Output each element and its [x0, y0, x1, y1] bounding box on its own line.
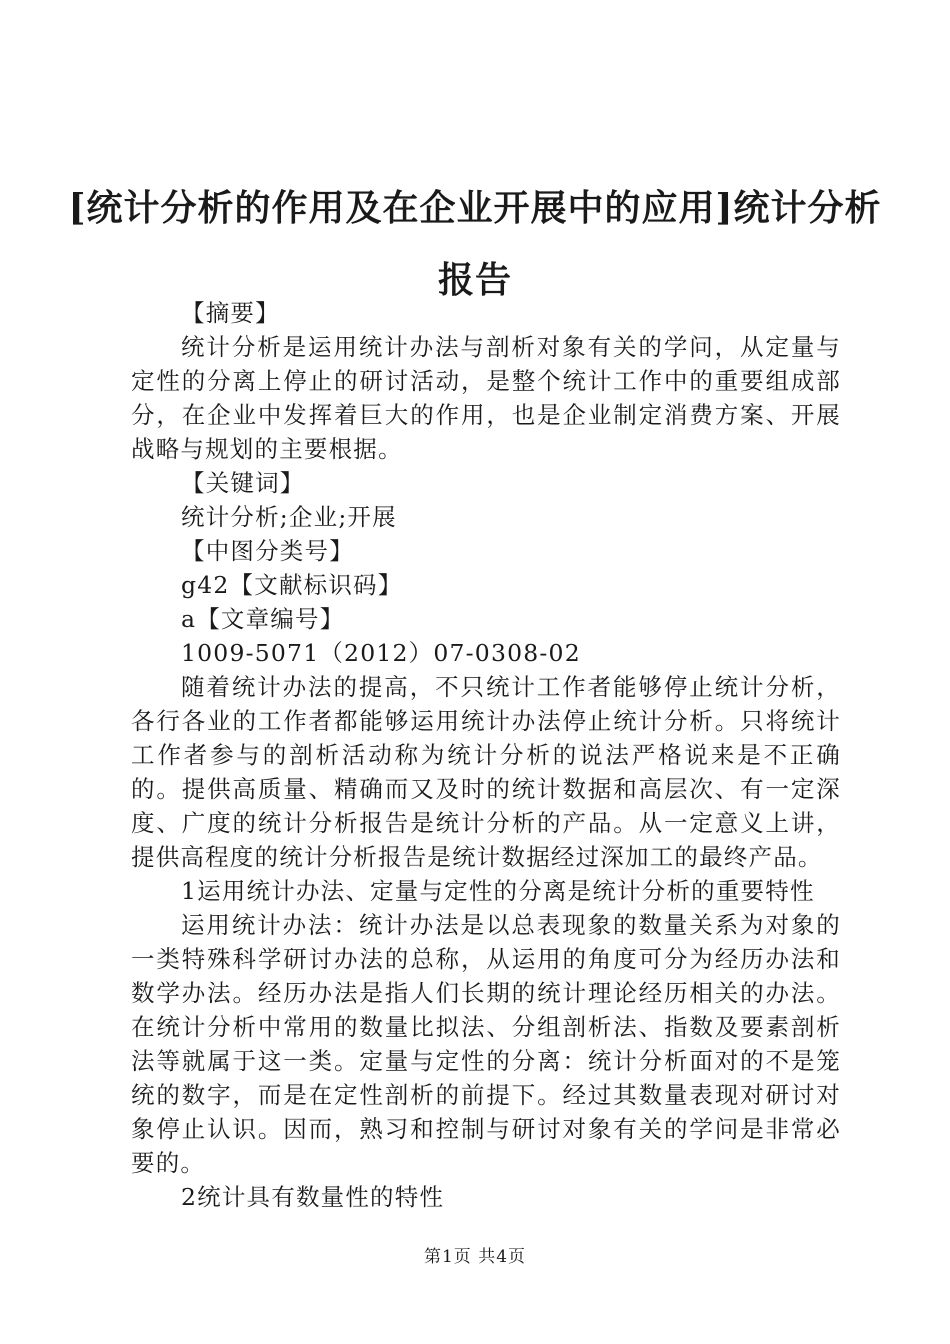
paragraph: 【关键词】	[181, 469, 305, 497]
paragraph: 统计分析是运用统计办法与剖析对象有关的学问，从定量与定性的分离上停止的研讨活动，是整个统计工作中的重要组成部分，在企业中发挥着巨大的作用，也是企业制定消费方案、开展战略与规划的主要根据。	[131, 333, 841, 463]
paragraph: 随着统计办法的提高，不只统计工作者能够停止统计分析，各行各业的工作者都能够运用统计办法停止统计分析。只将统计工作者参与的剖析活动称为统计分析的说法严格说来是不正确的。提供高质量、精确而又及时的统计数据和高层次、有一定深度、广度的统计分析报告是统计分析的产品。从一定意义上讲，提供高程度的统计分析报告是统计数据经过深加工的最终产品。	[131, 673, 841, 871]
document-body	[131, 296, 841, 1214]
paragraph: 【摘要】	[181, 299, 280, 327]
document-title: [统计分析的作用及在企业开展中的应用]统计分析报告	[68, 187, 882, 301]
paragraph: 统计分析;企业;开展	[181, 503, 397, 531]
paragraph: 【中图分类号】	[181, 537, 354, 565]
paragraph: a【文章编号】	[181, 605, 345, 633]
paragraph: 2统计具有数量性的特性	[181, 1183, 445, 1211]
paragraph: 1运用统计办法、定量与定性的分离是统计分析的重要特性	[181, 877, 815, 905]
paragraph: g42【文献标识码】	[181, 571, 403, 599]
page-number-footer: 第1页 共4页	[423, 1247, 527, 1267]
paragraph: 运用统计办法：统计办法是以总表现象的数量关系为对象的一类特殊科学研讨办法的总称，从运用的角度可分为经历办法和数学办法。经历办法是指人们长期的统计理论经历相关的办法。在统计分析中常用的数量比拟法、分组剖析法、指数及要素剖析法等就属于这一类。定量与定性的分离：统计分析面对的不是笼统的数字，而是在定性剖析的前提下。经过其数量表现对研讨对象停止认识。因而，熟习和控制与研讨对象有关的学问是非常必要的。	[131, 911, 841, 1177]
paragraph: 1009-5071（2012）07-0308-02	[181, 639, 581, 667]
